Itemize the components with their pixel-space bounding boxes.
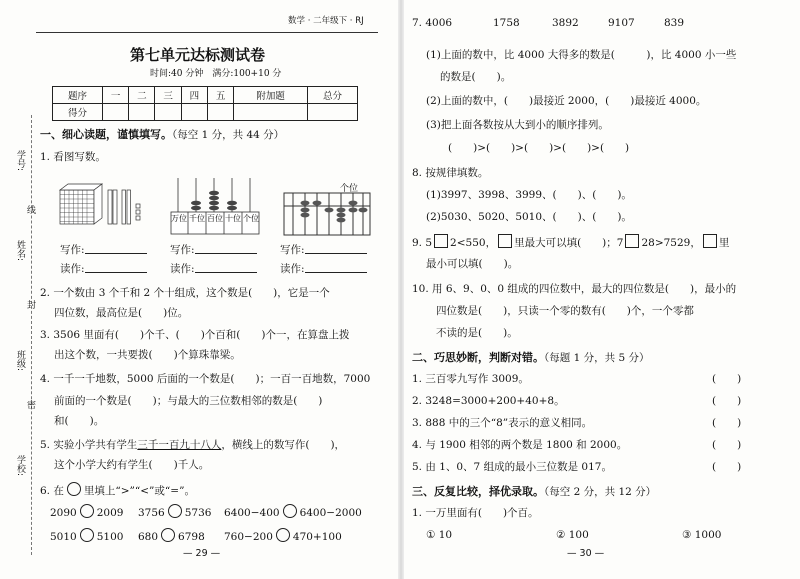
ten-rod-icon bbox=[122, 190, 131, 224]
score-cell: 二 bbox=[129, 87, 155, 104]
q4-line3: 和( )。 bbox=[54, 415, 105, 427]
q6-pre: 6. 在 bbox=[40, 485, 64, 497]
score-input-row[interactable] bbox=[53, 104, 358, 121]
base-ten-blocks bbox=[58, 182, 150, 236]
judge-answer-5[interactable]: ( ) bbox=[712, 461, 742, 473]
score-header-row bbox=[53, 87, 358, 104]
answer-line[interactable] bbox=[305, 262, 367, 273]
square-blank[interactable] bbox=[434, 234, 448, 248]
page-number-right: — 30 — bbox=[567, 548, 605, 559]
read-answer-3[interactable] bbox=[280, 262, 367, 276]
q7-number: 1758 bbox=[493, 17, 520, 29]
name-label: 姓名: bbox=[15, 240, 25, 262]
school-label: 学校: bbox=[15, 455, 25, 477]
q7-number: 839 bbox=[664, 17, 685, 29]
judge-answer-4[interactable]: ( ) bbox=[712, 439, 742, 451]
q8-2: (2)5030、5020、5010、( )、( )。 bbox=[426, 211, 632, 223]
score-input[interactable] bbox=[102, 104, 128, 121]
answer-line[interactable] bbox=[195, 262, 257, 273]
q7-2: (2)上面的数中，( )最接近 2000，( )最接近 4000。 bbox=[426, 95, 707, 107]
place-label: 千位 bbox=[189, 214, 205, 223]
thousand-cube-icon bbox=[60, 184, 102, 224]
q9-line2: 最小可以填( )。 bbox=[426, 258, 519, 270]
section-title: 一、细心读题，谨慎填写。 bbox=[40, 128, 172, 141]
q10-line2: 四位数是( )，只读一个零的数有( )个，一个零都 bbox=[436, 305, 694, 317]
compare-circle[interactable] bbox=[80, 504, 94, 518]
section-title: 三、反复比较，择优录取。 bbox=[412, 485, 544, 498]
q9-text: 里 bbox=[718, 237, 730, 249]
q7-1-line1: (1)上面的数中，比 4000 大得多的数是( )，比 4000 小一些 bbox=[426, 49, 737, 61]
q3-line1: 3. 3506 里面有( )个千、( )个百和( )个一，在算盘上拨 bbox=[40, 329, 350, 341]
abacus-ones-label: 个位 bbox=[340, 184, 359, 194]
write-label: 写作: bbox=[60, 244, 85, 256]
section-note: （每空 1 分，共 44 分） bbox=[172, 129, 285, 141]
q8-text: 8. 按规律填数。 bbox=[412, 167, 489, 179]
compare-left: 5010 bbox=[50, 531, 77, 543]
q9-text: 里最大可以填( )；7 bbox=[514, 237, 624, 249]
page-number-left: — 29 — bbox=[183, 548, 221, 559]
class-label: 班级: bbox=[15, 350, 25, 372]
q7-number: 7. 4006 bbox=[412, 17, 453, 29]
compare-circle[interactable] bbox=[80, 528, 94, 542]
header-rule bbox=[36, 32, 378, 33]
place-label: 个位 bbox=[243, 214, 259, 223]
score-input[interactable] bbox=[129, 104, 155, 121]
choice-option-2[interactable]: ② 100 bbox=[556, 529, 589, 541]
section-note: （每空 2 分，共 12 分） bbox=[544, 486, 657, 498]
exam-info: 时间:40 分钟 满分:100+10 分 bbox=[150, 69, 282, 79]
circle-blank-icon bbox=[67, 482, 81, 496]
compare-circle[interactable] bbox=[276, 528, 290, 542]
section-note: （每题 1 分，共 5 分） bbox=[544, 352, 650, 364]
q4-line1: 4. 一千一千地数，5000 后面的一个数是( )；一百一百地数，7000 bbox=[40, 373, 371, 385]
score-cell: 一 bbox=[102, 87, 128, 104]
q1-text: 1. 看图写数。 bbox=[40, 151, 106, 163]
q8-1: (1)3997、3998、3999、( )、( )。 bbox=[426, 189, 632, 201]
score-input[interactable] bbox=[234, 104, 308, 121]
answer-line[interactable] bbox=[85, 262, 147, 273]
score-table bbox=[52, 86, 358, 121]
q5-text: ，横线上的数写作( )， bbox=[221, 439, 346, 451]
q7-number: 3892 bbox=[552, 17, 579, 29]
square-blank-icon bbox=[498, 234, 512, 248]
compare-left: 760−200 bbox=[224, 531, 273, 543]
judge-item-4: 4. 与 1900 相邻的两个数是 1800 和 2000。 bbox=[412, 439, 628, 451]
compare-circle[interactable] bbox=[161, 528, 175, 542]
q2-line1: 2. 一个数由 3 个千和 2 个十组成，这个数是( )，它是一个 bbox=[40, 287, 330, 299]
score-cell: 总分 bbox=[307, 87, 357, 104]
judge-item-3: 3. 888 中的三个“8”表示的意义相同。 bbox=[412, 417, 593, 429]
judge-answer-1[interactable]: ( ) bbox=[712, 373, 742, 385]
compare-left: 2090 bbox=[50, 507, 77, 519]
q7-number: 9107 bbox=[608, 17, 635, 29]
judge-answer-2[interactable]: ( ) bbox=[712, 395, 742, 407]
choice-q1: 1. 一万里面有( )个百。 bbox=[412, 507, 539, 519]
q10-line3: 不读的是( )。 bbox=[436, 327, 518, 339]
compare-left: 680 bbox=[138, 531, 159, 543]
score-input[interactable] bbox=[155, 104, 181, 121]
q7-3: (3)把上面各数按从大到小的顺序排列。 bbox=[426, 119, 609, 131]
q2-line2: 四位数，最高位是( )位。 bbox=[54, 307, 189, 319]
place-label: 百位 bbox=[207, 214, 223, 223]
read-answer-2[interactable] bbox=[170, 262, 257, 276]
choice-option-1[interactable]: ① 10 bbox=[426, 529, 453, 541]
score-cell: 五 bbox=[207, 87, 233, 104]
score-cell: 附加题 bbox=[234, 87, 308, 104]
compare-circle[interactable] bbox=[283, 504, 297, 518]
q9-text: 2<550， bbox=[450, 237, 497, 249]
seal-char: 线 bbox=[25, 205, 35, 214]
binding-line bbox=[31, 115, 32, 555]
score-cell: 四 bbox=[181, 87, 207, 104]
q6-post: 里填上“>”“<”或“=”。 bbox=[83, 485, 195, 497]
q9-text: 9. 5 bbox=[412, 237, 433, 249]
compare-right: 2009 bbox=[96, 507, 124, 519]
read-label: 读作: bbox=[60, 263, 85, 275]
compare-circle[interactable] bbox=[168, 504, 182, 518]
compare-left: 6400−400 bbox=[224, 507, 280, 519]
page-gutter bbox=[398, 0, 404, 579]
seal-char: 密 bbox=[25, 400, 35, 409]
section-1-heading bbox=[40, 126, 284, 142]
compare-right: 5100 bbox=[96, 531, 124, 543]
q5-line1 bbox=[40, 438, 345, 452]
judge-item-1: 1. 三百零九写作 3009。 bbox=[412, 373, 529, 385]
header-subject: 数学 · 二年级下 · RJ bbox=[288, 16, 364, 26]
compare-right: 5736 bbox=[184, 507, 212, 519]
compare-right: 470+100 bbox=[292, 531, 342, 543]
score-cell: 三 bbox=[155, 87, 181, 104]
score-input[interactable] bbox=[307, 104, 357, 121]
compare-item[interactable] bbox=[138, 504, 211, 520]
seal-char: 封 bbox=[25, 300, 35, 309]
compare-item[interactable] bbox=[224, 504, 362, 520]
counting-frame bbox=[170, 176, 264, 238]
compare-right: 6798 bbox=[178, 531, 205, 543]
hundred-flat-icon bbox=[108, 190, 117, 224]
judge-answer-3[interactable]: ( ) bbox=[712, 417, 742, 429]
q5-line2: 这个小学大约有学生( )千人。 bbox=[54, 459, 210, 471]
q7-blanks[interactable]: ( )>( )>( )>( )>( ) bbox=[448, 142, 630, 154]
square-blank-icon bbox=[703, 234, 717, 248]
read-answer-1[interactable] bbox=[60, 262, 147, 276]
judge-item-5: 5. 由 1、0、7 组成的最小三位数是 017。 bbox=[412, 461, 612, 473]
read-label: 读作: bbox=[280, 263, 305, 275]
compare-right: 6400−2000 bbox=[299, 507, 362, 519]
page-title: 第七单元达标测试卷 bbox=[130, 46, 266, 64]
place-label: 万位 bbox=[171, 214, 187, 223]
compare-item[interactable] bbox=[50, 504, 123, 520]
q4-line2: 前面的一个数是( )；与最大的三位数相邻的数是( ) bbox=[54, 395, 323, 407]
q9-line1 bbox=[412, 234, 729, 250]
write-label: 写作: bbox=[170, 244, 195, 256]
place-label: 十位 bbox=[225, 214, 241, 223]
student-id-label: 学号: bbox=[15, 150, 25, 172]
section-title: 二、巧思妙断，判断对错。 bbox=[412, 351, 544, 364]
q9-text: 28>7529， bbox=[641, 237, 701, 249]
score-cell: 题序 bbox=[53, 87, 103, 104]
section-3-heading bbox=[412, 483, 656, 499]
answer-line[interactable] bbox=[85, 243, 147, 254]
q7-1-line2: 的数是( )。 bbox=[440, 71, 512, 83]
unit-cube-icon bbox=[136, 204, 140, 220]
q3-line2: 出这个数，一共要拨( )个算珠靠梁。 bbox=[54, 349, 241, 361]
choice-option-3[interactable]: ③ 1000 bbox=[682, 529, 722, 541]
answer-line[interactable] bbox=[305, 243, 367, 254]
write-answer-1[interactable] bbox=[60, 243, 147, 257]
compare-item[interactable] bbox=[224, 528, 342, 544]
write-answer-2[interactable] bbox=[170, 243, 257, 257]
square-blank[interactable] bbox=[625, 234, 639, 248]
compare-left: 3756 bbox=[138, 507, 165, 519]
abacus bbox=[283, 192, 373, 236]
q10-line1: 10. 用 6、9、0、0 组成的四位数中，最大的四位数是( )，最小的 bbox=[412, 283, 737, 295]
compare-item[interactable] bbox=[50, 528, 123, 544]
q5-underlined-number: 三千一百九十八人 bbox=[137, 439, 222, 451]
q6-text bbox=[40, 482, 195, 498]
score-cell: 得分 bbox=[53, 104, 103, 121]
judge-item-2: 2. 3248=3000+200+40+8。 bbox=[412, 395, 565, 407]
compare-item[interactable] bbox=[138, 528, 205, 544]
write-label: 写作: bbox=[280, 244, 305, 256]
read-label: 读作: bbox=[170, 263, 195, 275]
section-2-heading bbox=[412, 349, 649, 365]
score-input[interactable] bbox=[207, 104, 233, 121]
score-input[interactable] bbox=[181, 104, 207, 121]
q5-text: 5. 实验小学共有学生 bbox=[40, 439, 138, 451]
write-answer-3[interactable] bbox=[280, 243, 367, 257]
answer-line[interactable] bbox=[195, 243, 257, 254]
